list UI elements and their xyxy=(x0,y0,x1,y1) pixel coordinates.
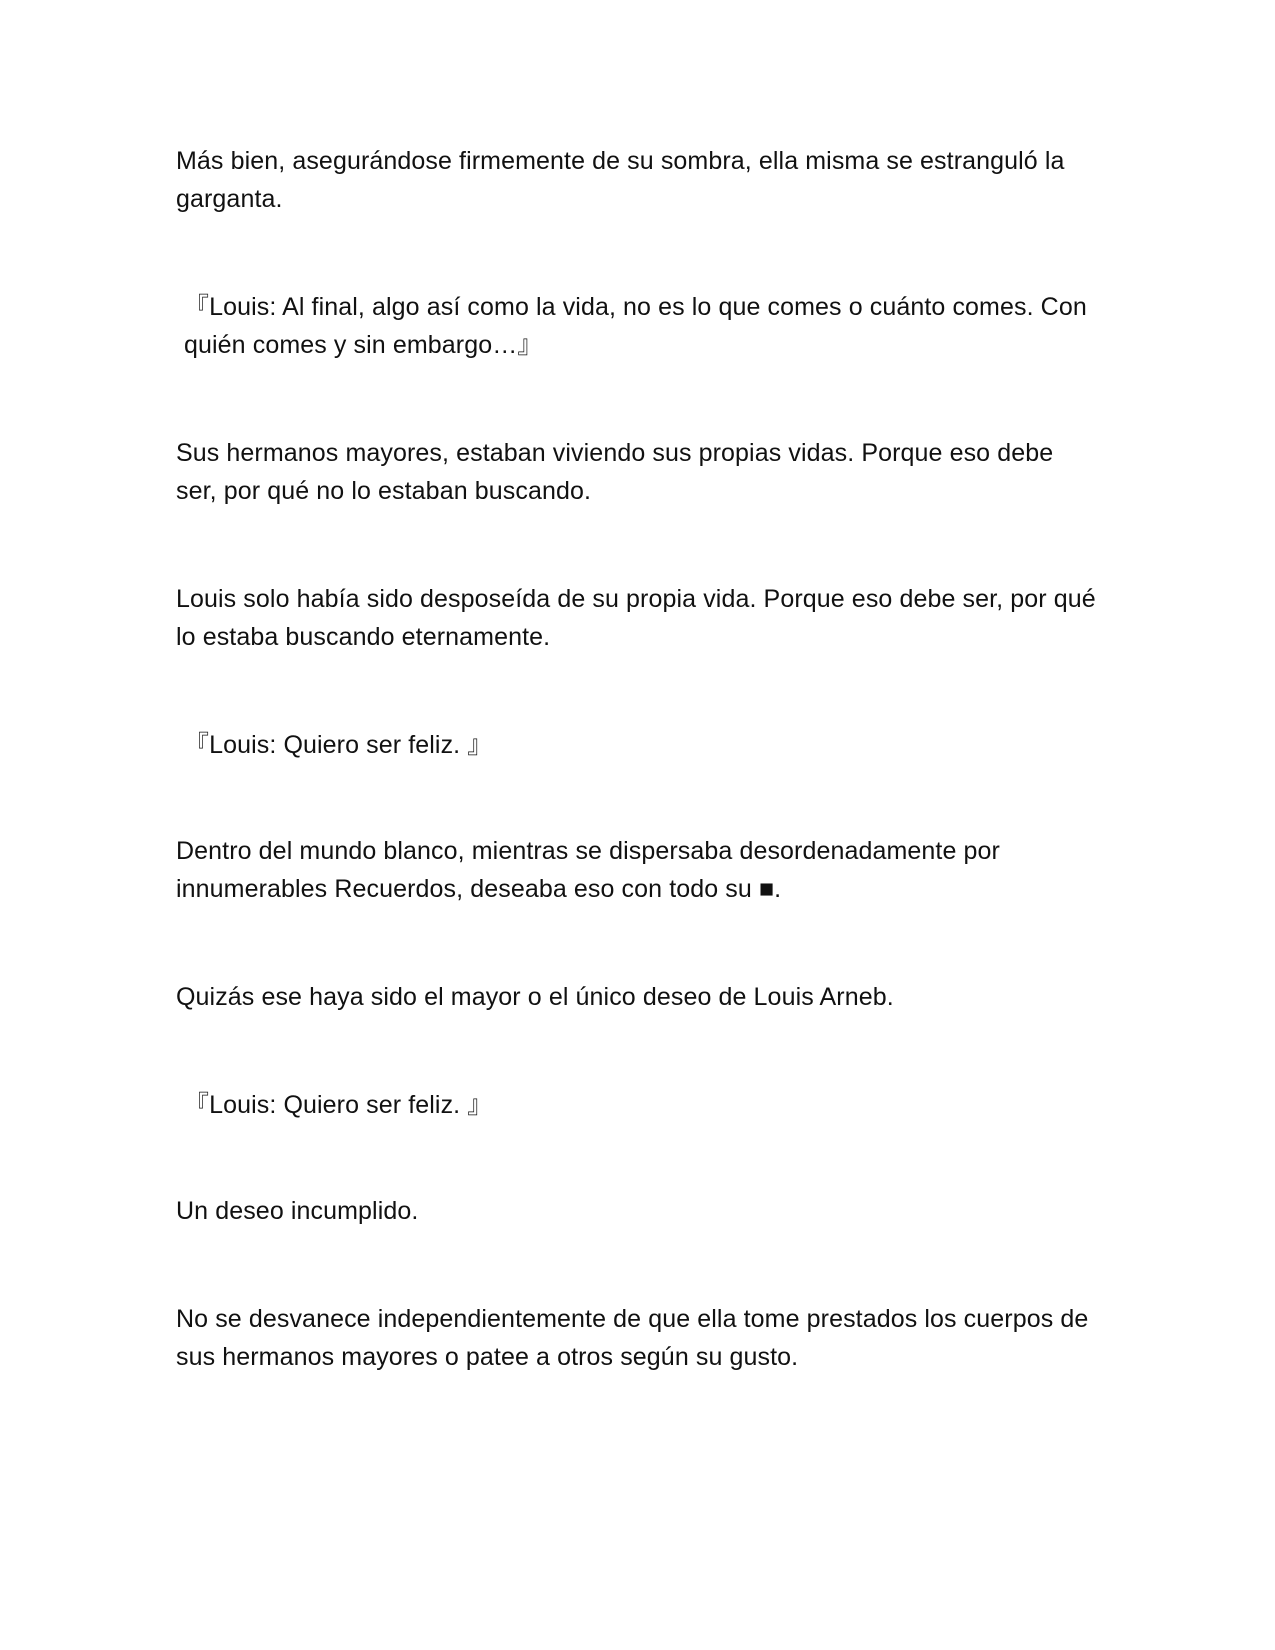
dialogue-louis-happy-1: 『Louis: Quiero ser feliz. 』 xyxy=(184,731,493,759)
dialogue-louis-life: 『Louis: Al final, algo así como la vida, no es lo que comes o cuánto comes. Con quién comes y sin embargo…』 xyxy=(184,293,1087,359)
paragraph-9: Un deseo incumplido. xyxy=(176,1197,419,1225)
paragraph-10: No se desvanece independientemente de que ella tome prestados los cuerpos de sus hermanos mayores o patee a otros según su gusto. xyxy=(176,1305,1089,1371)
paragraph-4: Louis solo había sido desposeída de su propia vida. Porque eso debe ser, por qué lo estaba buscando eternamente. xyxy=(176,585,1096,651)
paragraph-3: Sus hermanos mayores, estaban viviendo sus propias vidas. Porque eso debe ser, por qué no lo estaban buscando. xyxy=(176,439,1054,505)
paragraph-6: Dentro del mundo blanco, mientras se dispersaba desordenadamente por innumerables Recuerdos, deseaba eso con todo su ■. xyxy=(176,837,1000,903)
dialogue-louis-happy-2: 『Louis: Quiero ser feliz. 』 xyxy=(184,1091,493,1119)
paragraph-7: Quizás ese haya sido el mayor o el único deseo de Louis Arneb. xyxy=(176,983,894,1011)
paragraph-1: Más bien, asegurándose firmemente de su sombra, ella misma se estranguló la garganta. xyxy=(176,147,1065,213)
page-body xyxy=(176,142,1096,1376)
